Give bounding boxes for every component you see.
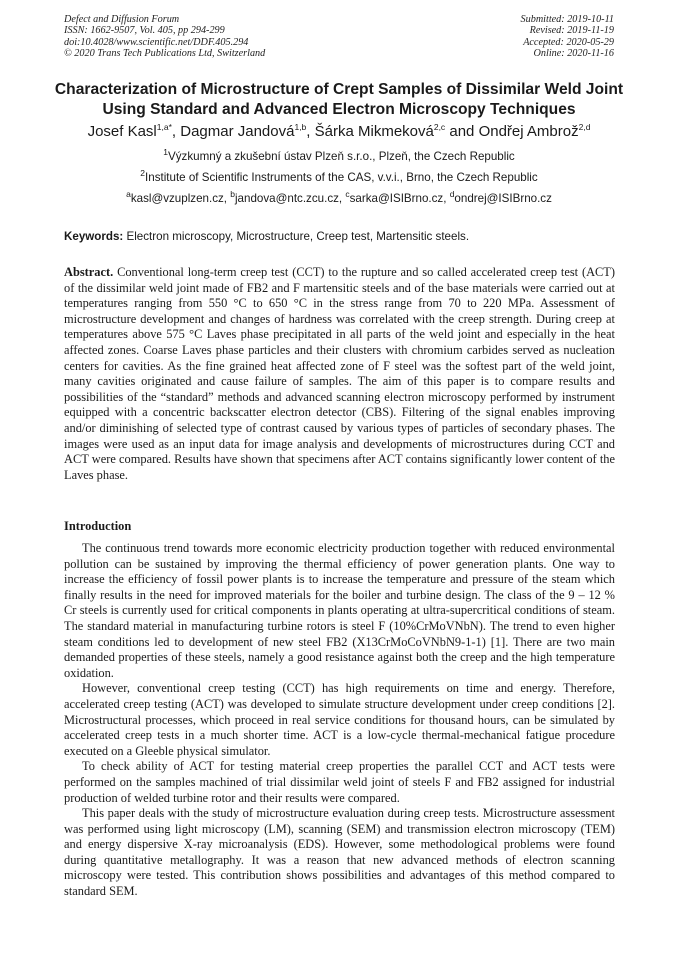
intro-paragraph: However, conventional creep testing (CCT) has high requirements on time and energy. Therefore, accelerated creep testing (ACT) was developed to simulate structure development under creep conditions [2]. Microstructural processes, which proceed in real service conditions for thousand hours, can be simulated by accelerated creep tests in a much shorter time. ACT is a low-cycle thermal-mechanical fatigue procedure executed on a Gleeble physical simulator. <box>64 681 615 758</box>
submitted-date: Submitted: 2019-10-11 <box>520 14 614 25</box>
journal-name: Defect and Diffusion Forum <box>64 14 180 25</box>
keywords <box>64 230 624 244</box>
email-superscript: a <box>126 189 131 200</box>
author-name: Josef Kasl <box>87 123 157 140</box>
author-separator: and <box>445 123 479 140</box>
doi-link[interactable]: doi:10.4028/www.scientific.net/DDF.405.294 <box>64 36 249 48</box>
abstract-text: Conventional long-term creep test (CCT) to the rupture and so called accelerated creep test (ACT) of the dissimilar weld joint made of FB2 and F martensitic steels and of the base materials were carried out at temperatures ranging from 550 °C to 650 °C in the stress range from 70 to 220 MPa. Assessment of microstructure development and changes of hardness was correlated with the creep strength. During creep at temperatures above 575 °C Laves phase precipitated in all parts of the weld joint and especially in the heat affected zones. Coarse Laves phase particles and their clusters with chromium carbides served as nucleation centers for cavities. As the fine grained heat affected zone of F steel was the softest part of the weld joint, many cavities originated and cause failure of samples. The aim of this paper is to compare results and possibilities of the “standard” methods and advanced scanning electron microscopy performed by instrument equipped with a concentric backscatter electron detector (CBS). Filtering of the signal enables improving and/or diminishing of selected type of contrast caused by various types of particles of secondary phases. The images were used as an input data for image analysis and developments of microstructures during CCT and ACT were compared. Results have shown that specimens after ACT contains significantly lower content of the Laves phase. <box>64 265 615 482</box>
affiliation-superscript: 2 <box>140 168 146 179</box>
intro-paragraph: The continuous trend towards more economic electricity production together with reduced environmental pollution can be sustained by improving the thermal efficiency of power generation plants. One way to increase the efficiency of fossil power plants is to increase the temperature and pressure of the steam which finally results in the need for improved materials for the boiler and turbine design. The class of the 9 – 12 % Cr steels is currently used for critical components in plants operating at ultra-supercritical conditions of steam. The standard material in manufacturing turbine rotors is steel F (10%CrMoVNbN). The trend to even higher steam conditions led to development of new steel FB2 (X13CrMoCoVNbN9-1-1) [1]. There are two main demanded properties of these steels, namely a good resistance against both the creep and the high temperature oxidation. <box>64 541 615 680</box>
keywords-text: Electron microscopy, Microstructure, Creep test, Martensitic steels. <box>123 230 470 243</box>
email-separator: , <box>338 192 346 205</box>
author-name: Dagmar Jandová <box>180 123 295 140</box>
affiliation-2 <box>30 168 648 185</box>
intro-paragraph: To check ability of ACT for testing material creep properties the parallel CCT and ACT tests were performed on the samples machined of trial dissimilar weld joint of steels F and FB2 assigned for industrial production of welded turbine rotor and their results were compared. <box>64 759 615 805</box>
issn-line: ISSN: 1662-9507, Vol. 405, pp 294-299 <box>64 25 225 37</box>
paper-title: Characterization of Microstructure of Crept Samples of Dissimilar Weld Joint Using Standard and Advanced Electron Microscopy Techniques <box>54 81 624 118</box>
affiliation-1 <box>30 147 648 164</box>
email-link[interactable]: kasl@vzuplzen.cz <box>130 192 224 205</box>
abstract <box>64 265 615 483</box>
author-separator: , <box>306 123 315 140</box>
keywords-label: Keywords: <box>64 230 124 243</box>
author-superscript: 1,a* <box>156 122 172 132</box>
author-name: Šárka Mikmeková <box>314 123 434 140</box>
introduction-body <box>64 541 615 900</box>
email-link[interactable]: jandova@ntc.zcu.cz <box>234 192 339 205</box>
author-superscript: 2,c <box>433 122 446 132</box>
author-superscript: 1,b <box>294 122 307 132</box>
intro-paragraph: This paper deals with the study of microstructure evaluation during creep tests. Microstructure assessment was performed using light microscopy (LM), scanning (SEM) and transmission electron microscopy (TEM) and energy dispersive X-ray microanalysis (EDS). However, some methodological problems were found during quantitative metallography. It was a reason that new advanced methods of electron scanning microscopy were tested. This contribution shows possibilities and advantages of this method compared to standard SEM. <box>64 806 615 899</box>
author-separator: , <box>171 123 181 140</box>
copyright-line: © 2020 Trans Tech Publications Ltd, Switzerland <box>64 48 266 60</box>
email-link[interactable]: ondrej@ISIBrno.cz <box>454 192 552 205</box>
author-list <box>30 122 648 142</box>
email-link[interactable]: sarka@ISIBrno.cz <box>349 192 444 205</box>
author-name: Ondřej Ambrož <box>478 123 579 140</box>
accepted-date: Accepted: 2020-05-29 <box>523 36 614 48</box>
email-superscript: b <box>230 189 235 200</box>
affiliation-text: Výzkumný a zkušební ústav Plzeň s.r.o., Plzeň, the Czech Republic <box>168 150 515 163</box>
email-list <box>30 189 648 206</box>
email-superscript: c <box>345 189 350 200</box>
section-heading-introduction: Introduction <box>64 519 132 533</box>
affiliation-superscript: 1 <box>163 147 169 158</box>
online-date: Online: 2020-11-16 <box>533 48 614 60</box>
abstract-label: Abstract. <box>64 265 114 279</box>
author-superscript: 2,d <box>578 122 591 132</box>
dates-header <box>521 14 614 60</box>
email-separator: , <box>443 192 450 205</box>
email-superscript: d <box>449 189 455 200</box>
affiliation-text: Institute of Scientific Instruments of the CAS, v.v.i., Brno, the Czech Republic <box>145 171 538 184</box>
email-separator: , <box>223 192 231 205</box>
revised-date: Revised: 2019-11-19 <box>529 25 614 37</box>
journal-header <box>64 14 265 60</box>
